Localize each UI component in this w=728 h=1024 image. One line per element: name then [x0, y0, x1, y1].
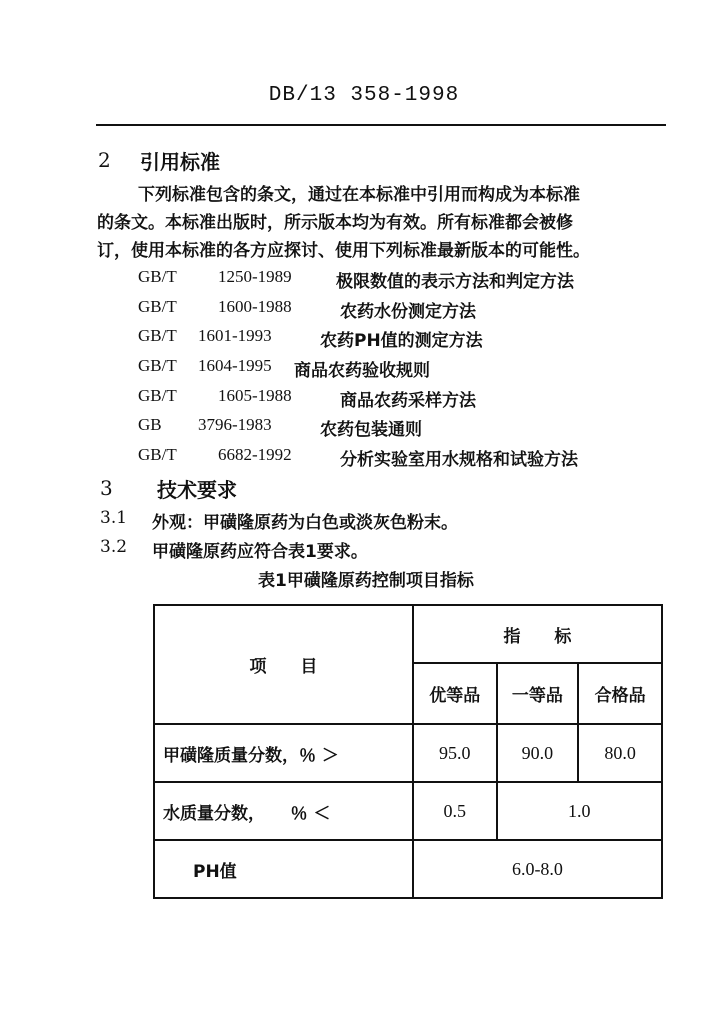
reference-type: GB/T [138, 267, 177, 286]
clause-number: 3.1 [100, 508, 128, 528]
paragraph-line-2: 的条文。本标准出版时，所示版本均为有效。所有标准都会被修 [97, 213, 573, 233]
reference-item [138, 326, 483, 351]
reference-number: 1605-1988 [218, 386, 292, 405]
reference-number: 3796-1983 [198, 415, 272, 434]
section-3-number: 3 [100, 476, 113, 500]
reference-title: 分析实验室用水规格和试验方法 [340, 450, 578, 470]
reference-title: 农药包装通则 [320, 420, 422, 440]
document-code: DB/13 358-1998 [268, 84, 460, 107]
reference-title: 农药PH值的测定方法 [320, 331, 483, 351]
reference-type: GB/T [138, 356, 177, 375]
header-rule [96, 124, 666, 126]
clause-number: 3.2 [100, 537, 128, 557]
grade-qualified: 合格品 [578, 663, 662, 724]
reference-item [138, 267, 574, 292]
section-3-title: 技术要求 [157, 478, 237, 502]
clause-3-2 [100, 537, 368, 562]
reference-title: 商品农药采样方法 [340, 391, 476, 411]
row-value: 80.0 [578, 724, 662, 782]
reference-number: 1250-1989 [218, 267, 292, 286]
reference-item [138, 356, 430, 381]
row-item-water: 水质量分数， ％ ＜ [154, 782, 413, 840]
reference-title: 极限数值的表示方法和判定方法 [336, 272, 574, 292]
reference-type: GB/T [138, 326, 177, 345]
header-item-cell: 项 目 [154, 605, 413, 724]
clause-3-1 [100, 508, 458, 533]
header-index-cell: 指 标 [413, 605, 662, 663]
reference-title: 商品农药验收规则 [294, 361, 430, 381]
row-item-content: 甲磺隆质量分数，％ ＞ [154, 724, 413, 782]
section-2-number: 2 [98, 148, 111, 172]
paragraph-line-3: 订，使用本标准的各方应探讨、使用下列标准最新版本的可能性。 [97, 241, 590, 261]
table-caption: 表1甲磺隆原药控制项目指标 [258, 571, 474, 591]
spec-table [153, 604, 663, 899]
reference-number: 1604-1995 [198, 356, 272, 375]
reference-number: 1600-1988 [218, 297, 292, 316]
row-value: 0.5 [413, 782, 497, 840]
reference-type: GB/T [138, 297, 177, 316]
row-value: 90.0 [497, 724, 579, 782]
reference-item [138, 386, 476, 411]
reference-item [138, 297, 476, 322]
clause-text: 外观：甲磺隆原药为白色或淡灰色粉末。 [152, 513, 458, 533]
reference-number: 1601-1993 [198, 326, 272, 345]
reference-type: GB/T [138, 386, 177, 405]
clause-text: 甲磺隆原药应符合表1要求。 [152, 542, 368, 562]
reference-number: 6682-1992 [218, 445, 292, 464]
section-2-title: 引用标准 [140, 150, 220, 174]
reference-item [138, 415, 422, 440]
grade-first: 一等品 [497, 663, 579, 724]
row-value: 95.0 [413, 724, 497, 782]
paragraph-line-1: 下列标准包含的条文，通过在本标准中引用而构成为本标准 [138, 185, 580, 205]
row-value: 6.0-8.0 [413, 840, 662, 898]
grade-superior: 优等品 [413, 663, 497, 724]
reference-item [138, 445, 578, 470]
row-value: 1.0 [497, 782, 662, 840]
reference-type: GB/T [138, 445, 177, 464]
row-item-ph: PH值 [154, 840, 413, 898]
reference-type: GB [138, 415, 162, 434]
reference-title: 农药水份测定方法 [340, 302, 476, 322]
